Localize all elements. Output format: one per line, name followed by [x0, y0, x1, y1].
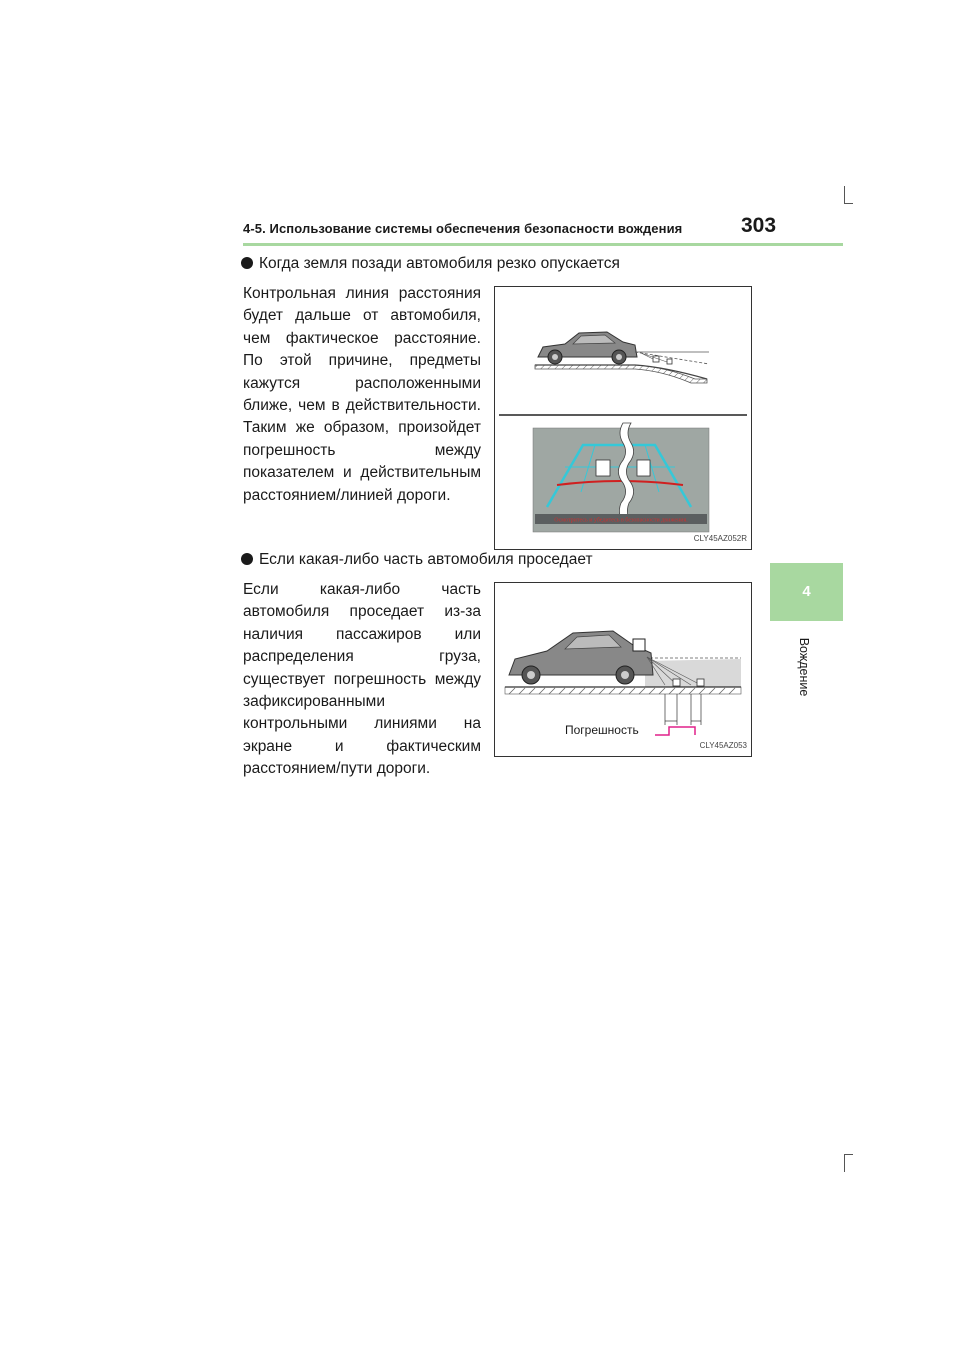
- figure1-code: CLY45AZ052R: [693, 534, 747, 543]
- rear-camera-screen: [533, 423, 709, 532]
- slope-illustration: [495, 287, 751, 549]
- section2-heading-text: Если какая-либо часть автомобиля проседает: [259, 551, 593, 568]
- section2-body: Если какая-либо часть автомобиля проседает из-за наличия пассажиров или распределения груза, существует погрешность между зафиксированными контрольными линиями на экране и фактическим расстоянием/пути дороги.: [243, 581, 481, 778]
- header-divider: [243, 243, 843, 246]
- crop-mark-bottom: [844, 1154, 845, 1172]
- section1-body: Контрольная линия расстояния будет дальше от автомобиля, чем фактическое расстояние. По этой причине, предметы кажутся расположенными ближе, чем в действительности. Таким же образом, произойдет погрешность между показателем и действительным расстоянием/линией дороги.: [243, 285, 481, 504]
- crop-mark-bottom-tick: [844, 1154, 853, 1155]
- page-number: 303: [741, 214, 777, 237]
- car-side-view: [509, 631, 653, 684]
- crop-mark-top: [844, 186, 845, 204]
- bullet-icon: [241, 257, 253, 269]
- error-label: Погрешность: [565, 723, 639, 737]
- section1-heading: [241, 255, 620, 273]
- section1-heading-text: Когда земля позади автомобиля резко опускается: [259, 255, 620, 272]
- figure2-code: CLY45AZ053: [699, 741, 747, 750]
- chapter-number: 4: [802, 583, 811, 600]
- section2-heading: [241, 551, 593, 569]
- section-title: 4-5. Использование системы обеспечения безопасности вождения: [243, 221, 683, 236]
- bullet-icon: [241, 553, 253, 565]
- chapter-label: Вождение: [797, 637, 811, 697]
- error-bracket: [655, 727, 695, 735]
- car-side-view: [538, 332, 637, 364]
- figure-slope: [494, 286, 752, 550]
- error-dimension-lines: [665, 694, 701, 725]
- figure-sagging: [494, 582, 752, 757]
- sloping-ground: [535, 365, 707, 383]
- screen-banner-text: Осмотритесь и убедитесь в безопасности движения.: [554, 517, 688, 524]
- crop-mark-top-tick: [844, 203, 853, 204]
